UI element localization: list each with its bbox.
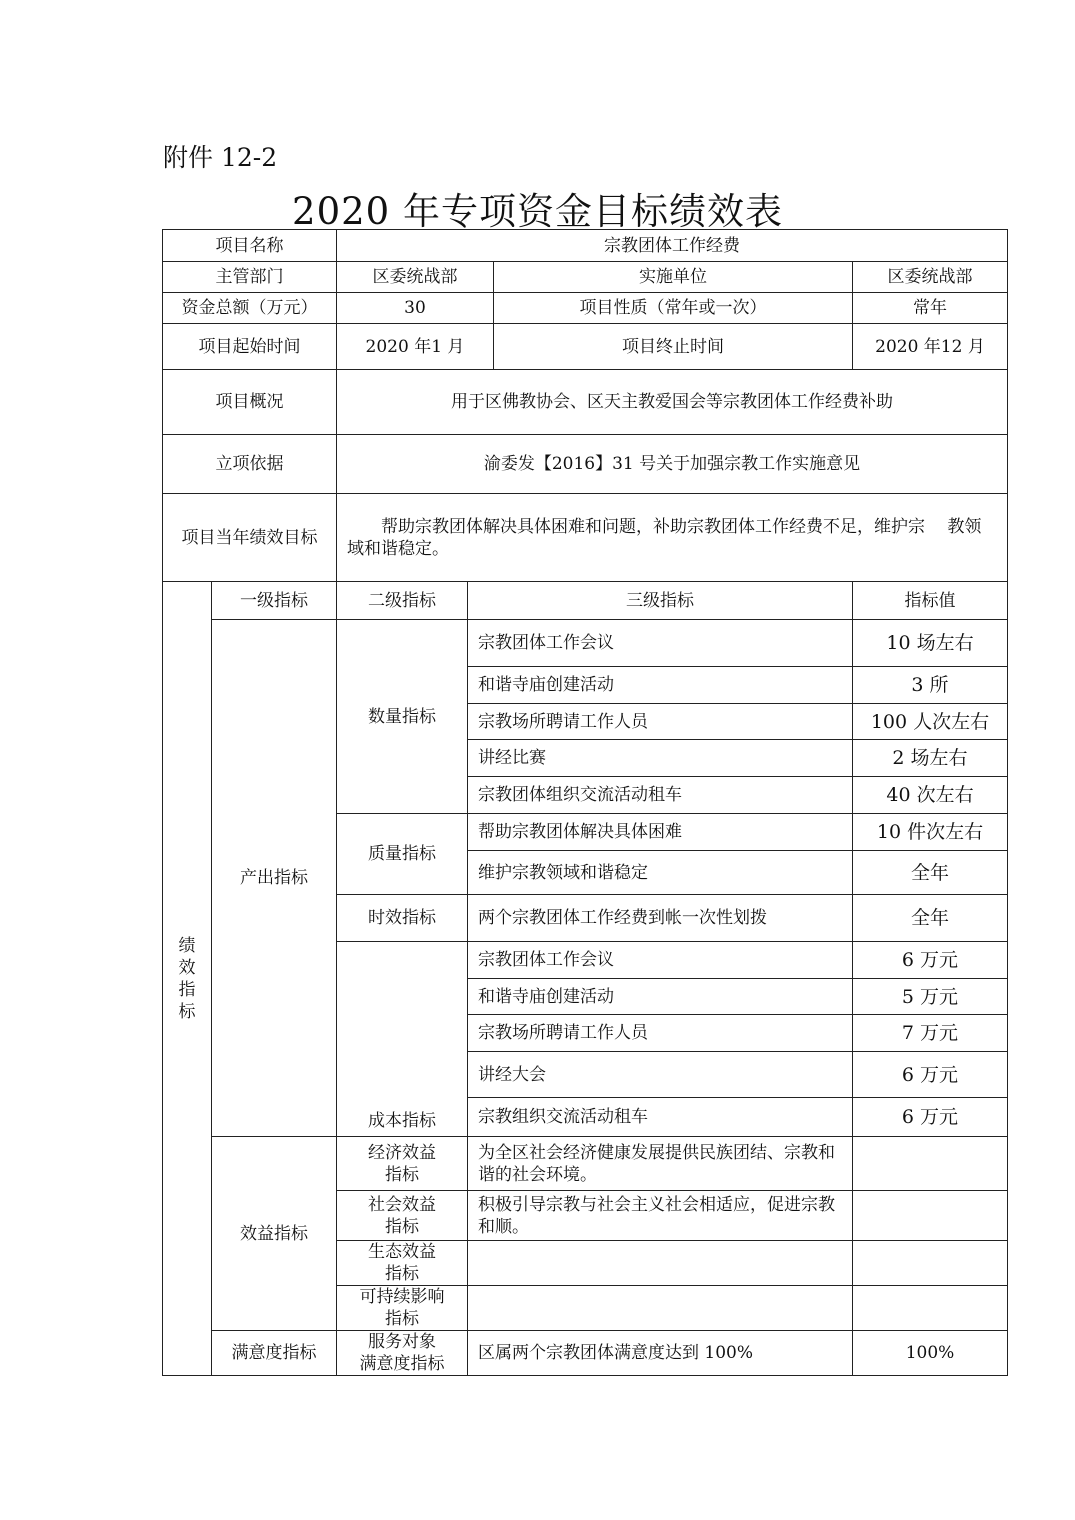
indicator-value: 40 次左右 bbox=[853, 777, 1008, 814]
cost-indicator-label: 成本指标 bbox=[337, 942, 468, 1137]
nature-label: 项目性质（常年或一次） bbox=[494, 293, 853, 324]
satisfaction-level2-b: 满意度指标 bbox=[359, 1354, 445, 1374]
benefit-level2 bbox=[337, 1286, 468, 1331]
page-title: 2020 年专项资金目标绩效表 bbox=[292, 190, 783, 233]
dept-label: 主管部门 bbox=[163, 262, 337, 293]
table-row bbox=[163, 620, 1008, 667]
benefit-level2 bbox=[337, 1137, 468, 1191]
indicator-value: 6 万元 bbox=[853, 942, 1008, 979]
benefit-level2-b: 指标 bbox=[385, 1164, 419, 1185]
benefit-level2-b: 指标 bbox=[385, 1309, 419, 1329]
indicator-item: 宗教团体组织交流活动租车 bbox=[468, 777, 853, 814]
table-row bbox=[163, 1137, 1008, 1191]
indicator-item: 讲经比赛 bbox=[468, 740, 853, 777]
output-indicator-label: 产出指标 bbox=[212, 620, 337, 1137]
indicator-item: 帮助宗教团体解决具体困难 bbox=[468, 814, 853, 851]
indicator-item: 宗教团体工作会议 bbox=[468, 620, 853, 667]
project-name-value: 宗教团体工作经费 bbox=[337, 230, 1008, 262]
indicator-item: 宗教组织交流活动租车 bbox=[468, 1098, 853, 1137]
indicator-item: 和谐寺庙创建活动 bbox=[468, 979, 853, 1015]
col-value-header: 指标值 bbox=[853, 582, 1008, 620]
indicator-value: 2 场左右 bbox=[853, 740, 1008, 777]
indicator-item: 维护宗教领域和谐稳定 bbox=[468, 851, 853, 895]
benefit-level2-a: 社会效益 bbox=[368, 1194, 436, 1215]
indicator-value: 100% bbox=[853, 1331, 1008, 1376]
timeliness-indicator-label: 时效指标 bbox=[337, 895, 468, 942]
benefit-level2 bbox=[337, 1191, 468, 1241]
benefit-level2 bbox=[337, 1241, 468, 1286]
annex-label: 附件 12-2 bbox=[163, 143, 278, 172]
indicator-item: 宗教场所聘请工作人员 bbox=[468, 704, 853, 740]
indicator-value bbox=[853, 1191, 1008, 1241]
indicator-value: 6 万元 bbox=[853, 1098, 1008, 1137]
goal-value bbox=[337, 494, 1008, 582]
col-level2-header: 二级指标 bbox=[337, 582, 468, 620]
indicator-value bbox=[853, 1241, 1008, 1286]
dept-value: 区委统战部 bbox=[337, 262, 494, 293]
benefit-level2-b: 指标 bbox=[385, 1264, 419, 1284]
end-label: 项目终止时间 bbox=[494, 324, 853, 370]
impl-label: 实施单位 bbox=[494, 262, 853, 293]
col-level1-header: 一级指标 bbox=[212, 582, 337, 620]
indicator-item bbox=[468, 1286, 853, 1331]
overview-value: 用于区佛教协会、区天主教爱国会等宗教团体工作经费补助 bbox=[337, 370, 1008, 435]
goal-label: 项目当年绩效目标 bbox=[163, 494, 337, 582]
indicator-value: 6 万元 bbox=[853, 1052, 1008, 1098]
indicator-group-label bbox=[163, 582, 212, 1376]
row-indicator-header bbox=[163, 582, 1008, 620]
total-label: 资金总额（万元） bbox=[163, 293, 337, 324]
indicator-item: 讲经大会 bbox=[468, 1052, 853, 1098]
table-row bbox=[163, 1331, 1008, 1376]
col-level3-header: 三级指标 bbox=[468, 582, 853, 620]
benefit-indicator-label: 效益指标 bbox=[212, 1137, 337, 1331]
indicator-value: 全年 bbox=[853, 851, 1008, 895]
indicator-value: 10 件次左右 bbox=[853, 814, 1008, 851]
quality-indicator-label: 质量指标 bbox=[337, 814, 468, 895]
row-goal bbox=[163, 494, 1008, 582]
indicator-value: 全年 bbox=[853, 895, 1008, 942]
indicator-value: 100 人次左右 bbox=[853, 704, 1008, 740]
indicator-item: 为全区社会经济健康发展提供民族团结、宗教和谐的社会环境。 bbox=[468, 1137, 853, 1191]
overview-label: 项目概况 bbox=[163, 370, 337, 435]
goal-text: 帮助宗教团体解决具体困难和问题，补助宗教团体工作经费不足，维护宗 教领域和谐稳定。 bbox=[347, 516, 982, 559]
indicator-item: 积极引导宗教与社会主义社会相适应，促进宗教和顺。 bbox=[468, 1191, 853, 1241]
indicator-item: 和谐寺庙创建活动 bbox=[468, 667, 853, 704]
indicator-value bbox=[853, 1286, 1008, 1331]
project-name-label: 项目名称 bbox=[163, 230, 337, 262]
basis-value: 渝委发【2016】31 号关于加强宗教工作实施意见 bbox=[337, 435, 1008, 494]
indicator-item bbox=[468, 1241, 853, 1286]
row-total bbox=[163, 293, 1008, 324]
performance-table bbox=[162, 229, 1008, 1376]
benefit-level2-a: 可持续影响 bbox=[359, 1287, 445, 1307]
indicator-value: 3 所 bbox=[853, 667, 1008, 704]
indicator-group-text: 绩 效 指 标 bbox=[178, 935, 196, 1022]
row-dates bbox=[163, 324, 1008, 370]
satisfaction-level2-a: 服务对象 bbox=[368, 1332, 436, 1352]
total-value: 30 bbox=[337, 293, 494, 324]
indicator-value: 10 场左右 bbox=[853, 620, 1008, 667]
indicator-value bbox=[853, 1137, 1008, 1191]
basis-label: 立项依据 bbox=[163, 435, 337, 494]
indicator-item: 区属两个宗教团体满意度达到 100% bbox=[468, 1331, 853, 1376]
quantity-indicator-label: 数量指标 bbox=[337, 620, 468, 814]
indicator-item: 宗教团体工作会议 bbox=[468, 942, 853, 979]
benefit-level2-a: 生态效益 bbox=[368, 1242, 436, 1262]
indicator-item: 宗教场所聘请工作人员 bbox=[468, 1015, 853, 1052]
indicator-value: 5 万元 bbox=[853, 979, 1008, 1015]
row-project-name bbox=[163, 230, 1008, 262]
nature-value: 常年 bbox=[853, 293, 1008, 324]
impl-value: 区委统战部 bbox=[853, 262, 1008, 293]
benefit-level2-b: 指标 bbox=[385, 1216, 419, 1237]
indicator-item: 两个宗教团体工作经费到帐一次性划拨 bbox=[468, 895, 853, 942]
indicator-value: 7 万元 bbox=[853, 1015, 1008, 1052]
row-overview bbox=[163, 370, 1008, 435]
row-basis bbox=[163, 435, 1008, 494]
benefit-level2-a: 经济效益 bbox=[368, 1142, 436, 1163]
satisfaction-level2 bbox=[337, 1331, 468, 1376]
satisfaction-indicator-label: 满意度指标 bbox=[212, 1331, 337, 1376]
end-value: 2020 年12 月 bbox=[853, 324, 1008, 370]
row-department bbox=[163, 262, 1008, 293]
start-value: 2020 年1 月 bbox=[337, 324, 494, 370]
start-label: 项目起始时间 bbox=[163, 324, 337, 370]
